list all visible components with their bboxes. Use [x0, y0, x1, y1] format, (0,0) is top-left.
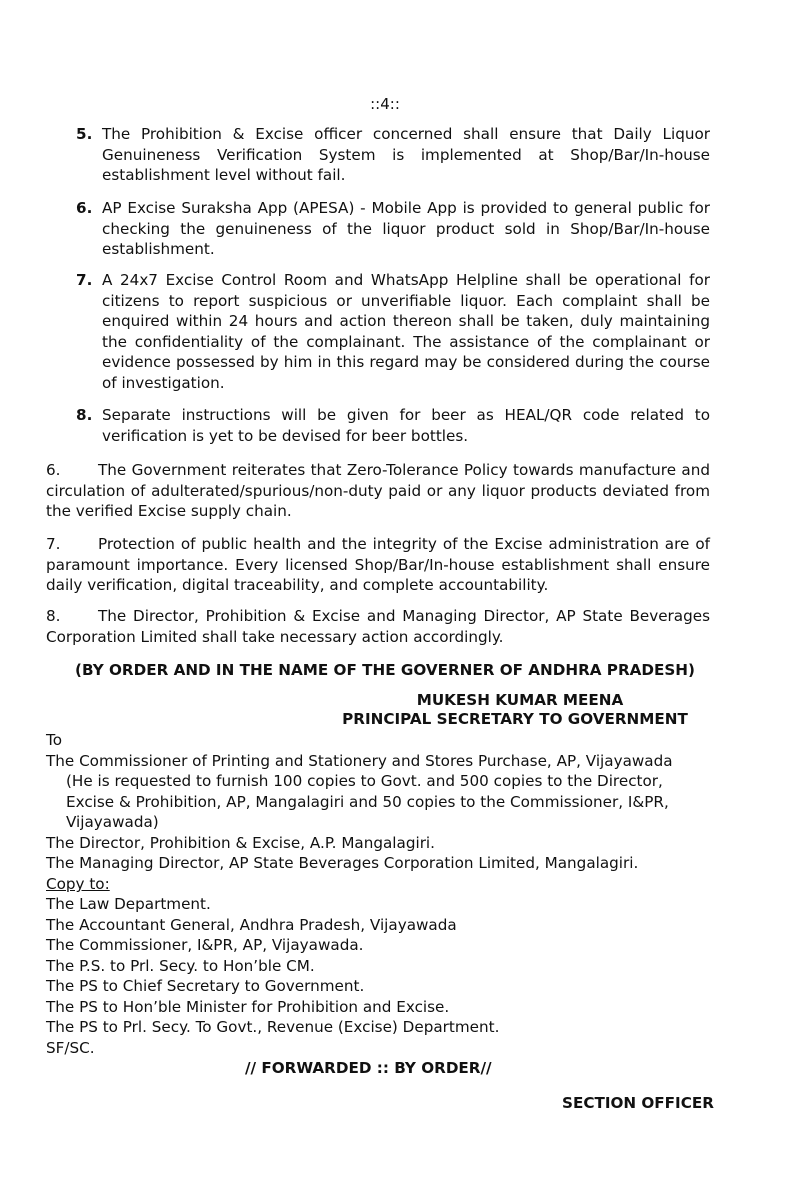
list-item [76, 270, 710, 393]
item-number: 7. [76, 271, 93, 289]
order-line: (BY ORDER AND IN THE NAME OF THE GOVERNER OF ANDHRA PRADESH) [75, 661, 695, 679]
item-text: Separate instructions will be given for beer as HEAL/QR code related to verification is yet to be devised for beer bottles. [102, 406, 710, 445]
addressee-note: Excise & Prohibition, AP, Mangalagiri and 50 copies to the Commissioner, I&PR, [66, 793, 669, 811]
signatory-title: PRINCIPAL SECRETARY TO GOVERNMENT [342, 710, 688, 728]
paragraph [46, 534, 710, 596]
addressee: The Director, Prohibition & Excise, A.P. Mangalagiri. [46, 834, 435, 852]
copy-recipient: The PS to Prl. Secy. To Govt., Revenue (Excise) Department. [46, 1018, 500, 1036]
addressee-note: Vijayawada) [66, 813, 159, 831]
list-item [76, 124, 710, 186]
item-number: 6. [76, 199, 93, 217]
paragraph-text: Protection of public health and the integrity of the Excise administration are of paramount importance. Every licensed Shop/Bar/In-house establishment shall ensure daily verification, digital traceability, and complete accountability. [46, 535, 710, 594]
list-item [76, 198, 710, 260]
copy-recipient: The P.S. to Prl. Secy. to Hon’ble CM. [46, 957, 315, 975]
item-text: The Prohibition & Excise officer concerned shall ensure that Daily Liquor Genuineness Verification System is implemented at Shop/Bar/In-house establishment level without fail. [102, 125, 710, 184]
addressee: The Commissioner of Printing and Stationery and Stores Purchase, AP, Vijayawada [46, 752, 673, 770]
paragraph-text: The Director, Prohibition & Excise and Managing Director, AP State Beverages Corporation Limited shall take necessary action accordingly. [46, 607, 710, 646]
page-number: ::4:: [370, 95, 400, 113]
item-text: AP Excise Suraksha App (APESA) - Mobile App is provided to general public for checking the genuineness of the liquor product sold in Shop/Bar/In-house establishment. [102, 199, 710, 258]
copy-recipient: The Law Department. [46, 895, 211, 913]
paragraph [46, 460, 710, 522]
item-number: 5. [76, 125, 93, 143]
to-label: To [46, 731, 62, 749]
copy-to-label: Copy to: [46, 875, 110, 893]
copy-recipient: The PS to Chief Secretary to Government. [46, 977, 365, 995]
item-text: A 24x7 Excise Control Room and WhatsApp Helpline shall be operational for citizens to report suspicious or unverifiable liquor. Each complaint shall be enquired within 24 hours and action thereon shall be taken, duly maintaining the confidentiality of the complainant. The assistance of the complainant or evidence possessed by him in this regard may be considered during the course of investigation. [102, 271, 710, 392]
paragraph [46, 606, 710, 647]
signatory-name: MUKESH KUMAR MEENA [416, 691, 624, 709]
copy-recipient: SF/SC. [46, 1039, 95, 1057]
copy-recipient: The PS to Hon’ble Minister for Prohibition and Excise. [46, 998, 450, 1016]
paragraph-number: 8. [46, 607, 61, 625]
copy-recipient: The Accountant General, Andhra Pradesh, Vijayawada [46, 916, 457, 934]
addressee-note: (He is requested to furnish 100 copies to Govt. and 500 copies to the Director, [66, 772, 663, 790]
copy-recipient: The Commissioner, I&PR, AP, Vijayawada. [46, 936, 364, 954]
item-number: 8. [76, 406, 93, 424]
list-item [76, 405, 710, 446]
addressee: The Managing Director, AP State Beverages Corporation Limited, Mangalagiri. [46, 854, 639, 872]
forwarded-line: // FORWARDED :: BY ORDER// [245, 1059, 492, 1077]
section-officer: SECTION OFFICER [562, 1094, 714, 1112]
paragraph-number: 7. [46, 535, 61, 553]
paragraph-number: 6. [46, 461, 61, 479]
paragraph-text: The Government reiterates that Zero-Tolerance Policy towards manufacture and circulation of adulterated/spurious/non-duty paid or any liquor products deviated from the verified Excise supply chain. [46, 461, 710, 520]
